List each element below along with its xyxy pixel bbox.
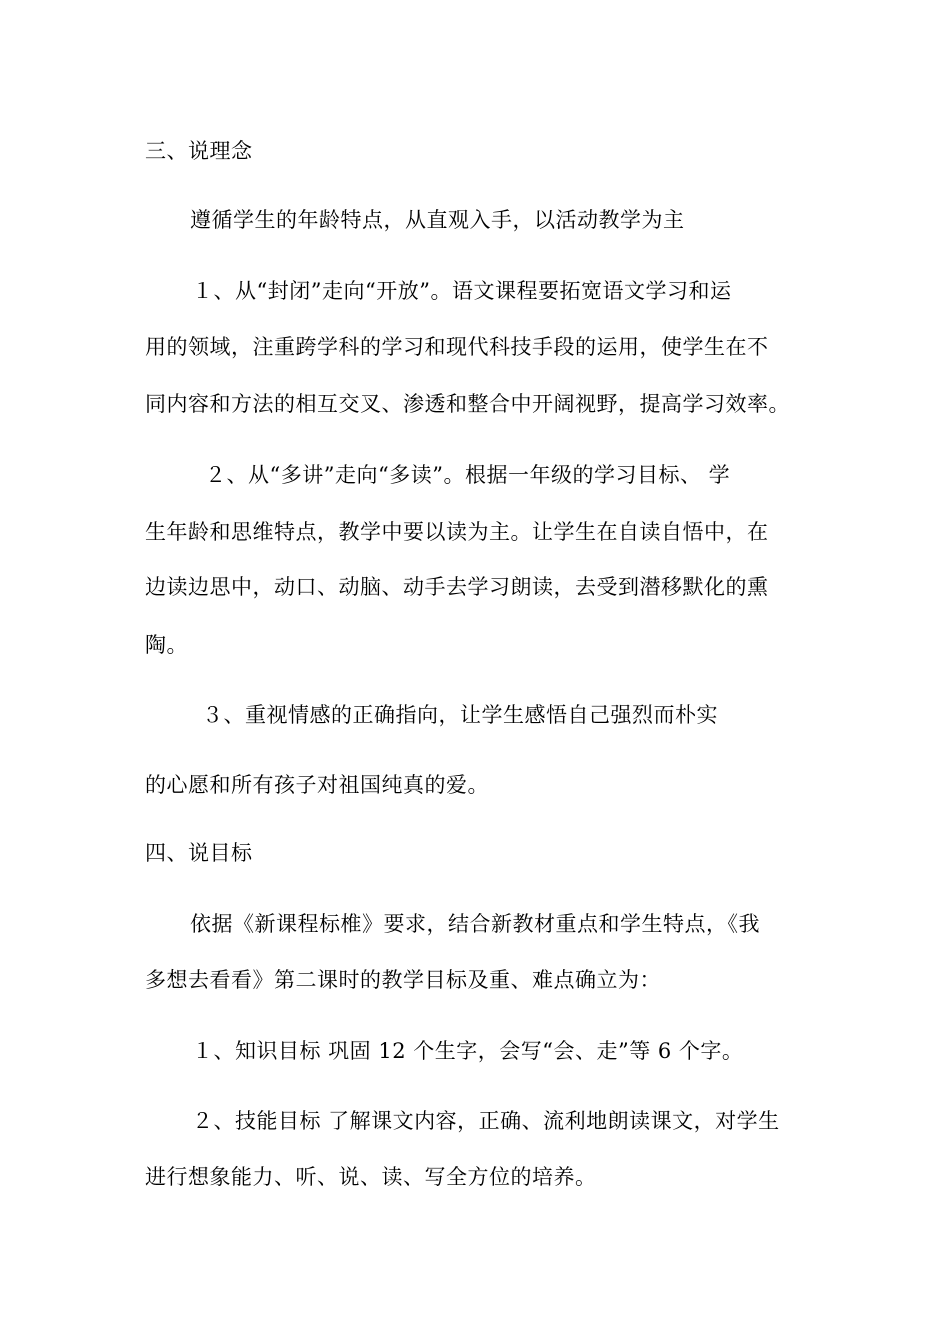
item3-line1: ３、重视情感的正确指向，让学生感悟自己强烈而朴实 <box>202 703 718 727</box>
section3-intro: 遵循学生的年龄特点，从直观入手，以活动教学为主 <box>190 208 685 232</box>
item2-line3: 边读边思中，动口、动脑、动手去学习朗读，去受到潜移默化的熏 <box>145 575 769 599</box>
section-heading-4: 四、说目标 <box>145 841 253 865</box>
section-heading-3: 三、说理念 <box>145 139 253 163</box>
goal2-line1: ２、技能目标 了解课文内容，正确、流利地朗读课文，对学生 <box>192 1109 780 1133</box>
item3-line2: 的心愿和所有孩子对祖国纯真的爱。 <box>145 773 489 797</box>
goal2-line2: 进行想象能力、听、说、读、写全方位的培养。 <box>145 1165 597 1189</box>
item1-line1: １、从“封闭”走向“开放”。语文课程要拓宽语文学习和运 <box>192 279 732 303</box>
item2-line4: 陶。 <box>145 633 188 657</box>
goal1-line: １、知识目标 巩固 12 个生字，会写“会、走”等 6 个字。 <box>192 1039 744 1063</box>
item2-line1: ２、从“多讲”走向“多读”。根据一年级的学习目标、 学 <box>205 463 731 487</box>
section4-intro-line1: 依据《新课程标椎》要求，结合新教材重点和学生特点，《我 <box>190 912 760 936</box>
item2-line2: 生年龄和思维特点，教学中要以读为主。让学生在自读自悟中，在 <box>145 520 769 544</box>
item1-line2: 用的领域，注重跨学科的学习和现代科技手段的运用，使学生在不 <box>145 335 769 359</box>
item1-line3: 同内容和方法的相互交叉、渗透和整合中开阔视野，提高学习效率。 <box>145 392 790 416</box>
section4-intro-line2: 多想去看看》第二课时的教学目标及重、难点确立为： <box>145 968 661 992</box>
